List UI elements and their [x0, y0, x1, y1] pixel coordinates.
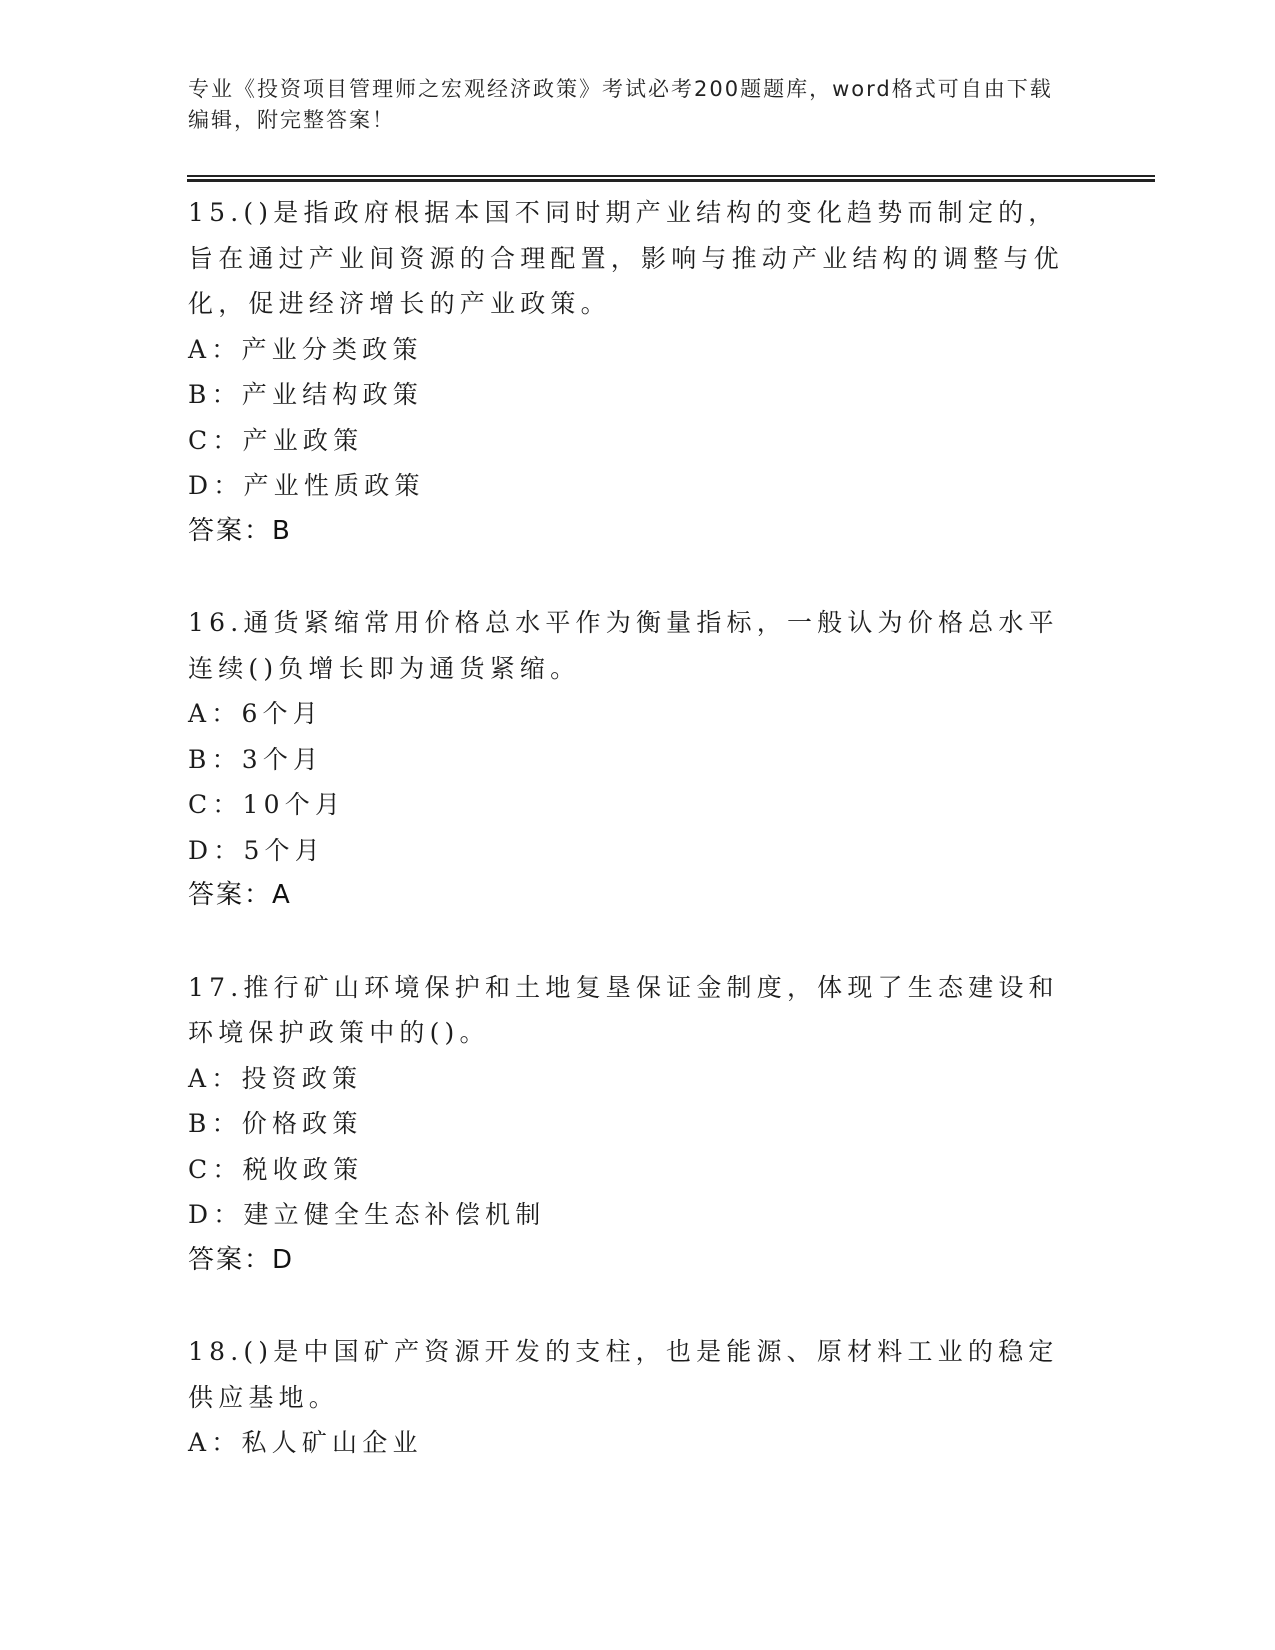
question-18: [188, 1329, 1088, 1466]
question-text: 17.推行矿山环境保护和土地复垦保证金制度，体现了生态建设和环境保护政策中的()。: [188, 972, 1059, 1047]
option-a: A：私人矿山企业: [188, 1428, 423, 1457]
option-c: C：产业政策: [188, 425, 364, 455]
option-c: C：10个月: [188, 790, 346, 819]
question-spacer: [188, 554, 1088, 600]
document-header: 专业《投资项目管理师之宏观经济政策》考试必考200题题库，word格式可自由下载编辑，附完整答案！: [188, 77, 1053, 132]
option-b: B：产业结构政策: [188, 380, 423, 409]
option-d: D：5个月: [188, 835, 325, 865]
option-a: A：6个月: [188, 699, 323, 728]
question-text: 18.()是中国矿产资源开发的支柱，也是能源、原材料工业的稳定供应基地。: [188, 1337, 1059, 1412]
question-spacer: [188, 1283, 1088, 1329]
option-c: C：税收政策: [188, 1154, 364, 1184]
question-17: [188, 965, 1088, 1284]
answer-line: 答案：B: [188, 515, 292, 546]
header-divider-thick: [187, 179, 1155, 182]
question-text: 16.通货紧缩常用价格总水平作为衡量指标，一般认为价格总水平连续()负增长即为通货紧缩。: [188, 608, 1059, 683]
answer-line: 答案：D: [188, 1244, 295, 1275]
header-divider-thin: [187, 175, 1155, 177]
question-16: [188, 600, 1088, 919]
question-15: [188, 190, 1088, 554]
option-b: B：3个月: [188, 744, 324, 774]
option-d: D：产业性质政策: [188, 471, 425, 500]
question-list: [188, 190, 1088, 1466]
question-text: 15.()是指政府根据本国不同时期产业结构的变化趋势而制定的，旨在通过产业间资源的合理配置，影响与推动产业结构的调整与优化，促进经济增长的产业政策。: [188, 198, 1064, 318]
option-b: B：价格政策: [188, 1109, 363, 1138]
answer-line: 答案：A: [188, 880, 292, 910]
option-a: A：投资政策: [188, 1063, 363, 1093]
option-d: D：建立健全生态补偿机制: [188, 1200, 546, 1229]
question-spacer: [188, 919, 1088, 965]
option-a: A：产业分类政策: [188, 334, 423, 364]
